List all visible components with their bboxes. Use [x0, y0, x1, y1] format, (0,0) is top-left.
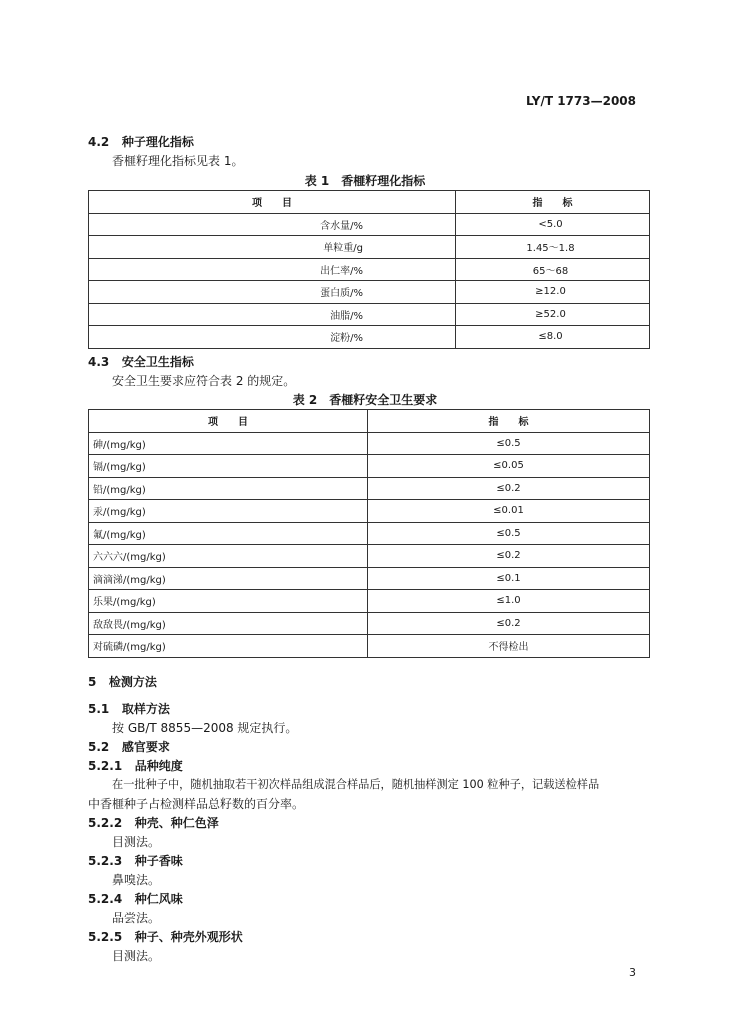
section-4-2-text: 香榧籽理化指标见表 1。 [112, 154, 244, 168]
section-5-2-heading [88, 738, 170, 755]
table-row [89, 455, 650, 478]
section-title: 检测方法 [108, 675, 157, 689]
table-header-cell: 指 标 [368, 410, 650, 433]
section-number: 5.2 [88, 740, 110, 754]
table-cell: <5.0 [456, 213, 650, 236]
table-row [89, 567, 650, 590]
table2-caption: 表 2 香榧籽安全卫生要求 [292, 393, 438, 407]
table-row [89, 545, 650, 568]
table-cell: 汞/(mg/kg) [89, 500, 368, 523]
table-cell: ≤0.1 [368, 567, 650, 590]
table2 [88, 409, 650, 658]
table-row [89, 477, 650, 500]
section-5-2-1-heading [88, 757, 183, 774]
table-cell: 淀粉/% [89, 326, 456, 349]
table-cell: 乐果/(mg/kg) [89, 590, 368, 613]
table-header-row [89, 410, 650, 433]
table1 [88, 190, 650, 349]
section-5-2-3-heading [88, 852, 183, 869]
table-row [89, 258, 650, 281]
section-number: 4.3 [88, 355, 110, 369]
table-cell: 敌敌畏/(mg/kg) [89, 612, 368, 635]
table-row [89, 635, 650, 658]
section-number: 5.2.3 [88, 854, 123, 868]
table-cell: 氟/(mg/kg) [89, 522, 368, 545]
section-number: 5.2.5 [88, 930, 123, 944]
section-number: 5.2.4 [88, 892, 123, 906]
section-5-heading [88, 673, 157, 690]
section-5-1-text: 按 GB/T 8855—2008 规定执行。 [112, 721, 298, 735]
table-header-cell: 指 标 [456, 191, 650, 214]
table-cell: 不得检出 [368, 635, 650, 658]
section-number: 5.1 [88, 702, 110, 716]
table-cell: ≤8.0 [456, 326, 650, 349]
table-cell: 六六六/(mg/kg) [89, 545, 368, 568]
table-row [89, 303, 650, 326]
table-cell: ≤0.2 [368, 545, 650, 568]
section-title: 种子、种壳外观形状 [134, 930, 243, 944]
section-5-2-5-text: 目测法。 [112, 949, 161, 963]
table-cell: ≤0.2 [368, 612, 650, 635]
table-header-cell: 项 目 [89, 191, 456, 214]
section-4-2-heading [88, 133, 194, 150]
section-5-2-1-text-line2: 中香榧种子占检测样品总籽数的百分率。 [88, 797, 305, 811]
table-cell: ≤0.5 [368, 432, 650, 455]
section-5-2-4-heading [88, 890, 183, 907]
table-cell: 65～68 [456, 258, 650, 281]
section-number: 5.2.2 [88, 816, 123, 830]
table-cell: 1.45～1.8 [456, 236, 650, 259]
table-cell: ≤0.5 [368, 522, 650, 545]
table-row [89, 432, 650, 455]
section-title: 品种纯度 [134, 759, 183, 773]
section-title: 感官要求 [121, 740, 170, 754]
table1-caption: 表 1 香榧籽理化指标 [304, 174, 426, 188]
table-row [89, 590, 650, 613]
section-number: 4.2 [88, 135, 110, 149]
table-cell: ≥52.0 [456, 303, 650, 326]
table-cell: ≤1.0 [368, 590, 650, 613]
table-cell: 对硫磷/(mg/kg) [89, 635, 368, 658]
section-title: 安全卫生指标 [121, 355, 194, 369]
standard-code: LY/T 1773—2008 [525, 94, 636, 108]
table-row [89, 213, 650, 236]
section-5-2-2-heading [88, 814, 219, 831]
table-row [89, 612, 650, 635]
table-row [89, 500, 650, 523]
table-cell: 单粒重/g [89, 236, 456, 259]
table-cell: ≤0.05 [368, 455, 650, 478]
section-4-3-text: 安全卫生要求应符合表 2 的规定。 [112, 374, 296, 388]
table-cell: ≥12.0 [456, 281, 650, 304]
section-title: 种仁风味 [134, 892, 183, 906]
section-5-1-heading [88, 700, 170, 717]
section-4-3-heading [88, 353, 194, 370]
table-cell: 含水量/% [89, 213, 456, 236]
section-5-2-2-text: 目测法。 [112, 835, 161, 849]
table-cell: 油脂/% [89, 303, 456, 326]
table-cell: 滴滴涕/(mg/kg) [89, 567, 368, 590]
table-cell: 砷/(mg/kg) [89, 432, 368, 455]
table-cell: ≤0.01 [368, 500, 650, 523]
table-cell: 蛋白质/% [89, 281, 456, 304]
table-header-row [89, 191, 650, 214]
table-row [89, 281, 650, 304]
section-5-2-4-text: 品尝法。 [112, 911, 161, 925]
section-number: 5.2.1 [88, 759, 123, 773]
table-row [89, 326, 650, 349]
table-cell: 镉/(mg/kg) [89, 455, 368, 478]
table-cell: ≤0.2 [368, 477, 650, 500]
table-cell: 出仁率/% [89, 258, 456, 281]
table-header-cell: 项 目 [89, 410, 368, 433]
table-cell: 铅/(mg/kg) [89, 477, 368, 500]
table-row [89, 236, 650, 259]
section-title: 种子理化指标 [121, 135, 194, 149]
table-row [89, 522, 650, 545]
section-5-2-5-heading [88, 928, 243, 945]
page-number: 3 [629, 966, 636, 979]
section-title: 取样方法 [121, 702, 170, 716]
section-title: 种子香味 [134, 854, 183, 868]
section-5-2-1-text-line1: 在一批种子中，随机抽取若干初次样品组成混合样品后，随机抽样测定 100 粒种子，记载送检样品 [112, 778, 600, 791]
section-number: 5 [88, 675, 97, 689]
section-5-2-3-text: 鼻嗅法。 [112, 873, 161, 887]
section-title: 种壳、种仁色泽 [134, 816, 219, 830]
